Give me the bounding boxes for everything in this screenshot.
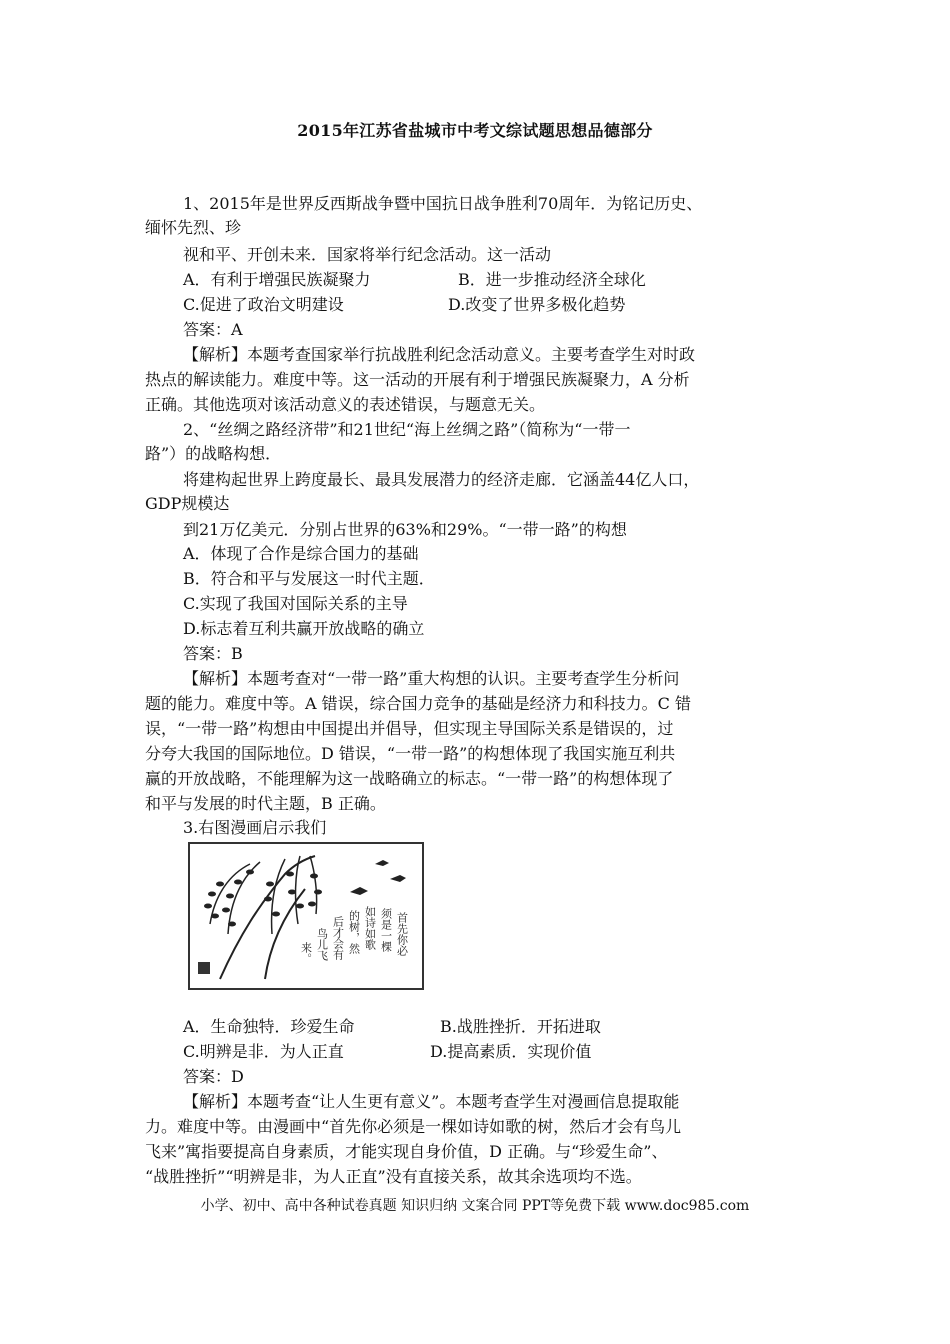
q1-option-a: A．有利于增强民族凝聚力 <box>183 270 371 289</box>
q1-stem-line-1: 1、2015年是世界反西斯战争暨中国抗日战争胜利70周年．为铭记历史、 <box>183 194 703 213</box>
q2-analysis-line-1: 【解析】本题考查对“一带一路”重大构想的认识。主要考查学生分析问 <box>183 669 680 688</box>
q2-option-a: A．体现了合作是综合国力的基础 <box>183 544 419 563</box>
q3-stem: 3.右图漫画启示我们 <box>183 818 327 837</box>
q2-stem-line-2: 路”）的战略构想． <box>145 444 282 463</box>
svg-text:的树，然: 的树，然 <box>347 910 361 954</box>
q2-stem-line-1: 2、“丝绸之路经济带”和21世纪“海上丝绸之路”（简称为“一带一 <box>183 420 631 439</box>
q2-analysis-line-4: 分夸大我国的国际地位。D 错误，“一带一路”的构想体现了我国实施互利共 <box>145 744 676 763</box>
svg-text:首先你必: 首先你必 <box>395 912 409 956</box>
q1-stem-line-2: 缅怀先烈、珍 <box>145 218 242 237</box>
q2-option-b: B．符合和平与发展这一时代主题． <box>183 569 435 588</box>
q1-stem-line-3: 视和平、开创未来．国家将举行纪念活动。这一活动 <box>183 245 552 264</box>
q3-answer: 答案：D <box>183 1067 244 1086</box>
q1-analysis-line-2: 热点的解读能力。难度中等。这一活动的开展有利于增强民族凝聚力，A 分析 <box>145 370 690 389</box>
willow-tree-drawing <box>190 844 422 988</box>
q3-option-d: D.提高素质．实现价值 <box>430 1042 592 1061</box>
q3-option-b: B.战胜挫折．开拓进取 <box>440 1017 601 1036</box>
q2-analysis-line-2: 题的能力。难度中等。A 错误，综合国力竞争的基础是经济力和科技力。C 错 <box>145 694 691 713</box>
q1-answer: 答案：A <box>183 320 243 339</box>
q3-option-a: A．生命独特．珍爱生命 <box>183 1017 355 1036</box>
page-title: 2015年江苏省盐城市中考文综试题思想品德部分 <box>297 121 653 140</box>
q2-analysis-line-6: 和平与发展的时代主题，B 正确。 <box>145 794 386 813</box>
svg-text:鸟儿飞: 鸟儿飞 <box>315 928 329 961</box>
svg-text:来。: 来。 <box>299 942 313 964</box>
q2-answer: 答案：B <box>183 644 243 663</box>
svg-text:如诗如歌: 如诗如歌 <box>363 906 377 950</box>
svg-text:须是一棵: 须是一棵 <box>379 908 393 952</box>
q3-analysis-line-4: “战胜挫折”“明辨是非，为人正直”没有直接关系，故其余选项均不选。 <box>145 1167 642 1186</box>
q2-option-d: D.标志着互利共赢开放战略的确立 <box>183 619 425 638</box>
cartoon-image <box>188 842 424 990</box>
q2-analysis-line-5: 赢的开放战略，不能理解为这一战略确立的标志。“一带一路”的构想体现了 <box>145 769 674 788</box>
q1-option-b: B．进一步推动经济全球化 <box>458 270 646 289</box>
svg-text:后才会有: 后才会有 <box>331 916 345 960</box>
q2-analysis-line-3: 误，“一带一路”构想由中国提出并倡导，但实现主导国际关系是错误的，过 <box>145 719 674 738</box>
q2-option-c: C.实现了我国对国际关系的主导 <box>183 594 408 613</box>
q3-analysis-line-1: 【解析】本题考查“让人生更有意义”。本题考查学生对漫画信息提取能 <box>183 1092 680 1111</box>
footer-text: 小学、初中、高中各种试卷真题 知识归纳 文案合同 PPT等免费下载 www.doc985.com <box>200 1198 750 1214</box>
q3-option-c: C.明辨是非．为人正直 <box>183 1042 344 1061</box>
q1-option-d: D.改变了世界多极化趋势 <box>448 295 626 314</box>
q3-analysis-line-2: 力。难度中等。由漫画中“首先你必须是一棵如诗如歌的树，然后才会有鸟儿 <box>145 1117 682 1136</box>
q2-stem-line-4: GDP规模达 <box>145 494 230 513</box>
q3-analysis-line-3: 飞来”寓指要提高自身素质，才能实现自身价值，D 正确。与“珍爱生命”、 <box>145 1142 668 1161</box>
q2-stem-line-3: 将建构起世界上跨度最长、最具发展潜力的经济走廊．它涵盖44亿人口， <box>183 470 700 489</box>
q1-option-c: C.促进了政治文明建设 <box>183 295 344 314</box>
q1-analysis-line-1: 【解析】本题考查国家举行抗战胜利纪念活动意义。主要考查学生对时政 <box>183 345 696 364</box>
q2-stem-line-5: 到21万亿美元．分别占世界的63%和29%。“一带一路”的构想 <box>183 520 627 539</box>
q1-analysis-line-3: 正确。其他选项对该活动意义的表述错误，与题意无关。 <box>145 395 546 414</box>
